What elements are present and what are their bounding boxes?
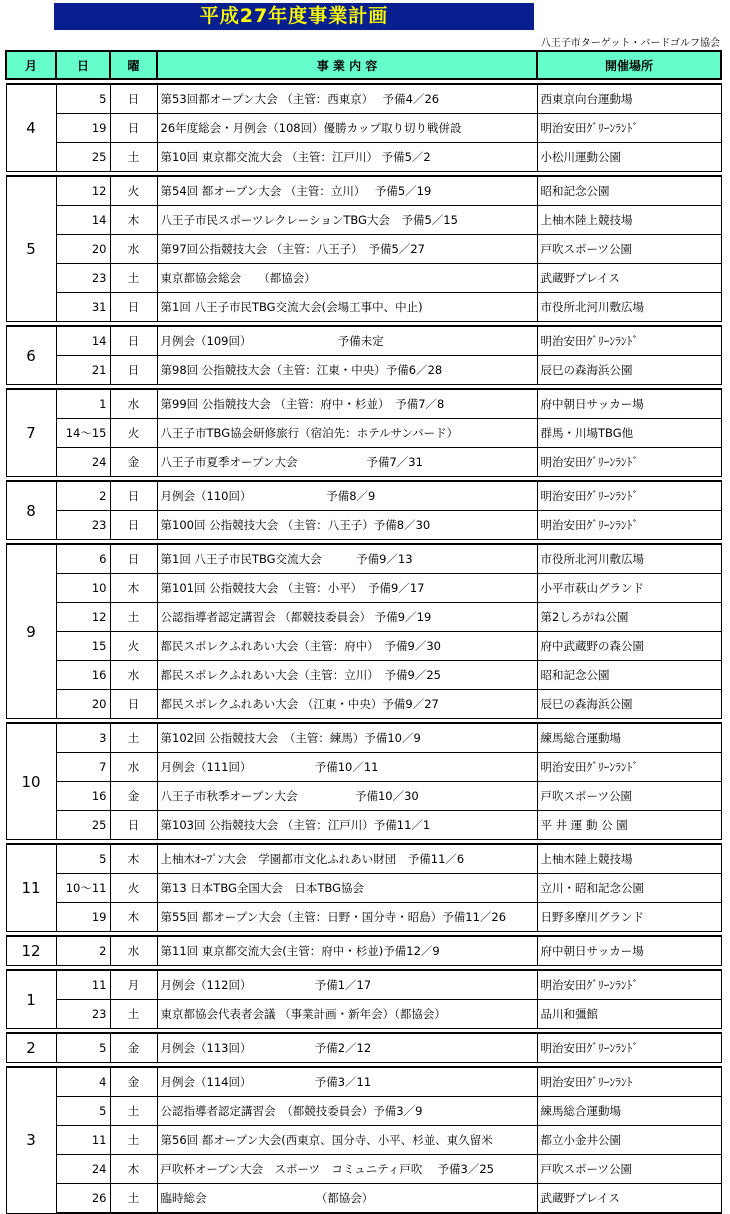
venue-cell: 市役所北河川敷広場: [537, 293, 721, 322]
day-cell: 5: [56, 84, 110, 114]
day-cell: 5: [56, 1033, 110, 1063]
content-cell: 26年度総会・月例会（108回）優勝カップ取り切り戦併設: [157, 114, 537, 143]
venue-cell: 西東京向台運動場: [537, 84, 721, 114]
content-cell: 東京都協会総会 （都協会）: [157, 264, 537, 293]
weekday-cell: 日: [110, 811, 157, 840]
venue-cell: 辰巳の森海浜公園: [537, 690, 721, 719]
weekday-cell: 土: [110, 143, 157, 172]
content-cell: 第11回 東京都交流大会(主管：府中・杉並)予備12／9: [157, 936, 537, 966]
table-row: [6, 632, 721, 661]
table-row: [6, 206, 721, 235]
table-row: [6, 811, 721, 840]
day-cell: 19: [56, 903, 110, 932]
day-cell: 19: [56, 114, 110, 143]
header-content: 事 業 内 容: [157, 51, 537, 79]
month-cell: 9: [6, 544, 56, 719]
table-row: [6, 419, 721, 448]
day-cell: 4: [56, 1067, 110, 1097]
day-cell: 26: [56, 1184, 110, 1214]
content-cell: 東京都協会代表者会議 （事業計画・新年会）（都協会）: [157, 1000, 537, 1029]
venue-cell: 昭和記念公園: [537, 661, 721, 690]
table-row: [6, 1097, 721, 1126]
weekday-cell: 日: [110, 511, 157, 540]
content-cell: 八王子市民スポーツレクレーションTBG大会 予備5／15: [157, 206, 537, 235]
day-cell: 25: [56, 811, 110, 840]
venue-cell: 戸吹スポーツ公園: [537, 235, 721, 264]
weekday-cell: 木: [110, 206, 157, 235]
venue-cell: 明治安田ｸﾞﾘｰﾝﾗﾝﾄﾞ: [537, 753, 721, 782]
content-cell: 戸吹杯オープン大会 スポーツ コミュニティ戸吹 予備3／25: [157, 1155, 537, 1184]
venue-cell: 明治安田ｸﾞﾘｰﾝﾗﾝﾄ: [537, 1067, 721, 1097]
month-cell: 3: [6, 1067, 56, 1213]
day-cell: 14: [56, 326, 110, 356]
weekday-cell: 日: [110, 356, 157, 385]
day-cell: 24: [56, 1155, 110, 1184]
venue-cell: 明治安田ｸﾞﾘｰﾝﾗﾝﾄﾞ: [537, 326, 721, 356]
header-venue: 開催場所: [537, 51, 721, 79]
venue-cell: 小平市萩山グランド: [537, 574, 721, 603]
venue-cell: 群馬・川場TBG他: [537, 419, 721, 448]
table-row: [6, 544, 721, 574]
header-weekday: 曜: [110, 51, 157, 79]
weekday-cell: 金: [110, 1033, 157, 1063]
day-cell: 12: [56, 603, 110, 632]
day-cell: 25: [56, 143, 110, 172]
content-cell: 上柚木ｵｰﾌﾟﾝ大会 学園都市文化ふれあい財団 予備11／6: [157, 844, 537, 874]
month-cell: 8: [6, 481, 56, 540]
month-cell: 2: [6, 1033, 56, 1063]
content-cell: 月例会（114回） 予備3／11: [157, 1067, 537, 1097]
venue-cell: 戸吹スポーツ公園: [537, 1155, 721, 1184]
day-cell: 1: [56, 389, 110, 419]
month-cell: 5: [6, 176, 56, 322]
content-cell: 八王子市TBG協会研修旅行（宿泊先：ホテルサンバード）: [157, 419, 537, 448]
weekday-cell: 土: [110, 1184, 157, 1214]
weekday-cell: 土: [110, 264, 157, 293]
header-month: 月: [6, 51, 56, 79]
venue-cell: 府中武蔵野の森公園: [537, 632, 721, 661]
table-row: [6, 143, 721, 172]
weekday-cell: 土: [110, 1097, 157, 1126]
venue-cell: 平 井 運 動 公 園: [537, 811, 721, 840]
content-cell: 第13 日本TBG全国大会 日本TBG協会: [157, 874, 537, 903]
table-row: [6, 936, 721, 966]
organization-name: 八王子市ターゲット・バードゴルフ協会: [540, 38, 720, 49]
day-cell: 23: [56, 264, 110, 293]
table-row: [6, 1126, 721, 1155]
weekday-cell: 土: [110, 1000, 157, 1029]
table-row: [6, 603, 721, 632]
day-cell: 15: [56, 632, 110, 661]
day-cell: 10～11: [56, 874, 110, 903]
month-cell: 12: [6, 936, 56, 966]
weekday-cell: 水: [110, 661, 157, 690]
table-row: [6, 844, 721, 874]
content-cell: 月例会（110回） 予備8／9: [157, 481, 537, 511]
weekday-cell: 火: [110, 632, 157, 661]
weekday-cell: 月: [110, 970, 157, 1000]
table-row: [6, 1155, 721, 1184]
day-cell: 20: [56, 235, 110, 264]
venue-cell: 明治安田ｸﾞﾘｰﾝﾗﾝﾄﾞ: [537, 448, 721, 477]
table-header-row: [6, 51, 721, 79]
day-cell: 24: [56, 448, 110, 477]
table-row: [6, 235, 721, 264]
weekday-cell: 日: [110, 481, 157, 511]
venue-cell: 上柚木陸上競技場: [537, 844, 721, 874]
content-cell: 都民スポレクふれあい大会 （江東・中央）予備9／27: [157, 690, 537, 719]
content-cell: 八王子市秋季オープン大会 予備10／30: [157, 782, 537, 811]
page-title: 平成27年度事業計画: [54, 3, 534, 30]
weekday-cell: 木: [110, 574, 157, 603]
venue-cell: 辰巳の森海浜公園: [537, 356, 721, 385]
venue-cell: 明治安田ｸﾞﾘｰﾝﾗﾝﾄﾞ: [537, 511, 721, 540]
content-cell: 第55回 都オープン大会（主管：日野・国分寺・昭島）予備11／26: [157, 903, 537, 932]
content-cell: 第10回 東京都交流大会 （主管：江戸川） 予備5／2: [157, 143, 537, 172]
table-row: [6, 356, 721, 385]
venue-cell: 明治安田ｸﾞﾘｰﾝﾗﾝﾄﾞ: [537, 114, 721, 143]
content-cell: 公認指導者認定講習会 （都競技委員会） 予備9／19: [157, 603, 537, 632]
day-cell: 11: [56, 970, 110, 1000]
month-cell: 4: [6, 84, 56, 172]
venue-cell: 練馬総合運動場: [537, 1097, 721, 1126]
day-cell: 14: [56, 206, 110, 235]
day-cell: 11: [56, 1126, 110, 1155]
weekday-cell: 日: [110, 84, 157, 114]
weekday-cell: 水: [110, 235, 157, 264]
day-cell: 10: [56, 574, 110, 603]
venue-cell: 練馬総合運動場: [537, 723, 721, 753]
weekday-cell: 木: [110, 903, 157, 932]
content-cell: 月例会（111回） 予備10／11: [157, 753, 537, 782]
venue-cell: 戸吹スポーツ公園: [537, 782, 721, 811]
weekday-cell: 土: [110, 1126, 157, 1155]
venue-cell: 第2しろがね公園: [537, 603, 721, 632]
content-cell: 第97回公指競技大会 （主管：八王子） 予備5／27: [157, 235, 537, 264]
table-row: [6, 1067, 721, 1097]
weekday-cell: 金: [110, 1067, 157, 1097]
venue-cell: 日野多摩川グランド: [537, 903, 721, 932]
table-row: [6, 690, 721, 719]
content-cell: 公認指導者認定講習会 （都競技委員会）予備3／9: [157, 1097, 537, 1126]
schedule-body: [6, 79, 721, 1213]
table-row: [6, 1184, 721, 1214]
day-cell: 6: [56, 544, 110, 574]
venue-cell: 武蔵野プレイス: [537, 1184, 721, 1214]
venue-cell: 府中朝日サッカー場: [537, 936, 721, 966]
table-row: [6, 84, 721, 114]
content-cell: 第100回 公指競技大会 （主管：八王子）予備8／30: [157, 511, 537, 540]
table-row: [6, 661, 721, 690]
table-row: [6, 326, 721, 356]
day-cell: 12: [56, 176, 110, 206]
table-row: [6, 293, 721, 322]
content-cell: 第54回 都オープン大会 （主管：立川） 予備5／19: [157, 176, 537, 206]
weekday-cell: 日: [110, 114, 157, 143]
venue-cell: 立川・昭和記念公園: [537, 874, 721, 903]
day-cell: 23: [56, 1000, 110, 1029]
day-cell: 16: [56, 661, 110, 690]
venue-cell: 市役所北河川敷広場: [537, 544, 721, 574]
venue-cell: 品川和彊館: [537, 1000, 721, 1029]
venue-cell: 府中朝日サッカー場: [537, 389, 721, 419]
day-cell: 16: [56, 782, 110, 811]
day-cell: 23: [56, 511, 110, 540]
table-row: [6, 753, 721, 782]
header-day: 日: [56, 51, 110, 79]
day-cell: 21: [56, 356, 110, 385]
venue-cell: 都立小金井公園: [537, 1126, 721, 1155]
month-cell: 11: [6, 844, 56, 932]
schedule-table: [5, 50, 722, 1214]
weekday-cell: 水: [110, 936, 157, 966]
venue-cell: 上柚木陸上競技場: [537, 206, 721, 235]
day-cell: 5: [56, 844, 110, 874]
table-row: [6, 176, 721, 206]
weekday-cell: 水: [110, 389, 157, 419]
day-cell: 20: [56, 690, 110, 719]
venue-cell: 小松川運動公園: [537, 143, 721, 172]
content-cell: 第101回 公指競技大会 （主管：小平） 予備9／17: [157, 574, 537, 603]
content-cell: 第1回 八王子市民TBG交流大会 予備9／13: [157, 544, 537, 574]
weekday-cell: 日: [110, 690, 157, 719]
table-row: [6, 970, 721, 1000]
table-row: [6, 903, 721, 932]
month-cell: 10: [6, 723, 56, 840]
weekday-cell: 土: [110, 603, 157, 632]
content-cell: 月例会（112回） 予備1／17: [157, 970, 537, 1000]
content-cell: 第102回 公指競技大会 （主管：練馬）予備10／9: [157, 723, 537, 753]
venue-cell: 昭和記念公園: [537, 176, 721, 206]
weekday-cell: 日: [110, 293, 157, 322]
venue-cell: 明治安田ｸﾞﾘｰﾝﾗﾝﾄﾞ: [537, 970, 721, 1000]
weekday-cell: 日: [110, 544, 157, 574]
month-cell: 6: [6, 326, 56, 385]
content-cell: 第98回 公指競技大会（主管：江東・中央）予備6／28: [157, 356, 537, 385]
day-cell: 14～15: [56, 419, 110, 448]
day-cell: 3: [56, 723, 110, 753]
venue-cell: 明治安田ｸﾞﾘｰﾝﾗﾝﾄﾞ: [537, 1033, 721, 1063]
weekday-cell: 水: [110, 753, 157, 782]
day-cell: 31: [56, 293, 110, 322]
weekday-cell: 木: [110, 844, 157, 874]
weekday-cell: 火: [110, 419, 157, 448]
table-row: [6, 448, 721, 477]
content-cell: 八王子市夏季オープン大会 予備7／31: [157, 448, 537, 477]
table-row: [6, 723, 721, 753]
table-row: [6, 874, 721, 903]
content-cell: 第103回 公指競技大会 （主管：江戸川）予備11／1: [157, 811, 537, 840]
content-cell: 第99回 公指競技大会 （主管：府中・杉並） 予備7／8: [157, 389, 537, 419]
table-row: [6, 481, 721, 511]
day-cell: 2: [56, 936, 110, 966]
day-cell: 5: [56, 1097, 110, 1126]
day-cell: 7: [56, 753, 110, 782]
content-cell: 都民スポレクふれあい大会（主管：府中） 予備9／30: [157, 632, 537, 661]
weekday-cell: 火: [110, 874, 157, 903]
month-cell: 7: [6, 389, 56, 477]
table-row: [6, 574, 721, 603]
month-cell: 1: [6, 970, 56, 1029]
weekday-cell: 日: [110, 326, 157, 356]
content-cell: 第1回 八王子市民TBG交流大会(会場工事中、中止): [157, 293, 537, 322]
table-row: [6, 511, 721, 540]
table-row: [6, 114, 721, 143]
table-row: [6, 264, 721, 293]
content-cell: 月例会（109回） 予備未定: [157, 326, 537, 356]
weekday-cell: 火: [110, 176, 157, 206]
weekday-cell: 土: [110, 723, 157, 753]
weekday-cell: 木: [110, 1155, 157, 1184]
venue-cell: 明治安田ｸﾞﾘｰﾝﾗﾝﾄﾞ: [537, 481, 721, 511]
venue-cell: 武蔵野プレイス: [537, 264, 721, 293]
content-cell: 第53回都オープン大会 （主管：西東京） 予備4／26: [157, 84, 537, 114]
weekday-cell: 金: [110, 448, 157, 477]
content-cell: 月例会（113回） 予備2／12: [157, 1033, 537, 1063]
content-cell: 臨時総会 （都協会）: [157, 1184, 537, 1214]
content-cell: 都民スポレクふれあい大会（主管：立川） 予備9／25: [157, 661, 537, 690]
day-cell: 2: [56, 481, 110, 511]
table-row: [6, 1033, 721, 1063]
table-row: [6, 389, 721, 419]
content-cell: 第56回 都オープン大会(西東京、国分寺、小平、杉並、東久留米: [157, 1126, 537, 1155]
table-row: [6, 1000, 721, 1029]
weekday-cell: 金: [110, 782, 157, 811]
table-row: [6, 782, 721, 811]
